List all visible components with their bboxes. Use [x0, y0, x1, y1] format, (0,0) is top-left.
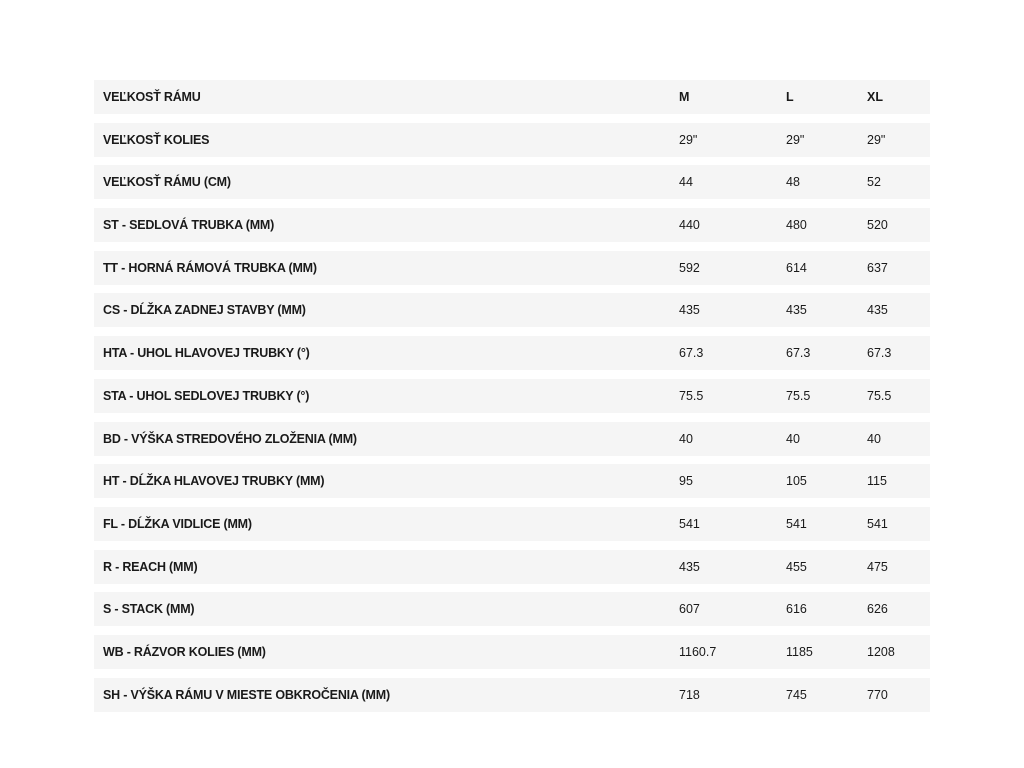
- value-l: 29": [786, 132, 805, 147]
- table-row: [94, 379, 930, 413]
- value-l: 67.3: [786, 346, 811, 361]
- table-row: [94, 165, 930, 199]
- value-xl: 52: [867, 175, 881, 190]
- value-m: 607: [679, 602, 700, 617]
- value-xl: 637: [867, 260, 888, 275]
- row-label: FL - DĹŽKA VIDLICE (MM): [103, 516, 252, 531]
- value-xl: 435: [867, 303, 888, 318]
- value-m: 440: [679, 218, 700, 233]
- value-xl: 1208: [867, 644, 895, 659]
- value-m: 1160.7: [679, 644, 717, 659]
- value-l: 105: [786, 474, 807, 489]
- value-m: 44: [679, 175, 693, 190]
- value-xl: 115: [867, 474, 887, 489]
- value-xl: 29": [867, 132, 886, 147]
- value-xl: 520: [867, 218, 888, 233]
- table-header-row: [94, 80, 930, 114]
- value-l: 40: [786, 431, 800, 446]
- row-label: STA - UHOL SEDLOVEJ TRUBKY (°): [103, 388, 310, 403]
- table-body: [94, 123, 930, 712]
- value-m: 435: [679, 303, 700, 318]
- row-label: HTA - UHOL HLAVOVEJ TRUBKY (°): [103, 346, 310, 361]
- value-l: 614: [786, 260, 807, 275]
- value-l: 745: [786, 687, 807, 702]
- value-xl: 626: [867, 602, 888, 617]
- value-m: 435: [679, 559, 700, 574]
- value-m: 95: [679, 474, 693, 489]
- row-label: HT - DĹŽKA HLAVOVEJ TRUBKY (MM): [103, 474, 325, 489]
- value-xl: 475: [867, 559, 888, 574]
- row-label: ST - SEDLOVÁ TRUBKA (MM): [103, 218, 275, 233]
- table-row: [94, 635, 930, 669]
- value-l: 541: [786, 516, 807, 531]
- value-xl: 75.5: [867, 388, 892, 403]
- row-label: VEĽKOSŤ KOLIES: [103, 132, 210, 147]
- row-label: TT - HORNÁ RÁMOVÁ TRUBKA (MM): [103, 260, 317, 275]
- table-row: [94, 464, 930, 498]
- row-label: CS - DĹŽKA ZADNEJ STAVBY (MM): [103, 303, 306, 318]
- table-row: [94, 123, 930, 157]
- value-l: 48: [786, 175, 800, 190]
- row-label: WB - RÁZVOR KOLIES (MM): [103, 644, 266, 659]
- table-row: [94, 550, 930, 584]
- table-row: [94, 293, 930, 327]
- value-l: 455: [786, 559, 807, 574]
- header-size-xl: XL: [867, 90, 883, 104]
- header-size-l: L: [786, 90, 794, 104]
- value-xl: 67.3: [867, 346, 892, 361]
- value-l: 435: [786, 303, 807, 318]
- value-m: 75.5: [679, 388, 704, 403]
- value-xl: 40: [867, 431, 881, 446]
- table-row: [94, 507, 930, 541]
- value-l: 480: [786, 218, 807, 233]
- table-row: [94, 592, 930, 626]
- value-l: 1185: [786, 644, 813, 659]
- geometry-table: [94, 80, 930, 720]
- row-label: R - REACH (MM): [103, 559, 198, 574]
- table-row: [94, 422, 930, 456]
- table-row: [94, 336, 930, 370]
- value-m: 40: [679, 431, 693, 446]
- value-l: 75.5: [786, 388, 811, 403]
- table-row: [94, 678, 930, 712]
- value-m: 541: [679, 516, 700, 531]
- row-label: SH - VÝŠKA RÁMU V MIESTE OBKROČENIA (MM): [103, 687, 390, 702]
- value-m: 592: [679, 260, 700, 275]
- table-row: [94, 208, 930, 242]
- row-label: BD - VÝŠKA STREDOVÉHO ZLOŽENIA (MM): [103, 431, 357, 446]
- row-label: VEĽKOSŤ RÁMU (CM): [103, 175, 231, 190]
- value-m: 718: [679, 687, 700, 702]
- value-xl: 770: [867, 687, 888, 702]
- header-label: VEĽKOSŤ RÁMU: [103, 90, 201, 104]
- value-xl: 541: [867, 516, 888, 531]
- value-l: 616: [786, 602, 807, 617]
- table-row: [94, 251, 930, 285]
- value-m: 67.3: [679, 346, 704, 361]
- row-label: S - STACK (MM): [103, 602, 195, 617]
- header-size-m: M: [679, 90, 690, 104]
- value-m: 29": [679, 132, 698, 147]
